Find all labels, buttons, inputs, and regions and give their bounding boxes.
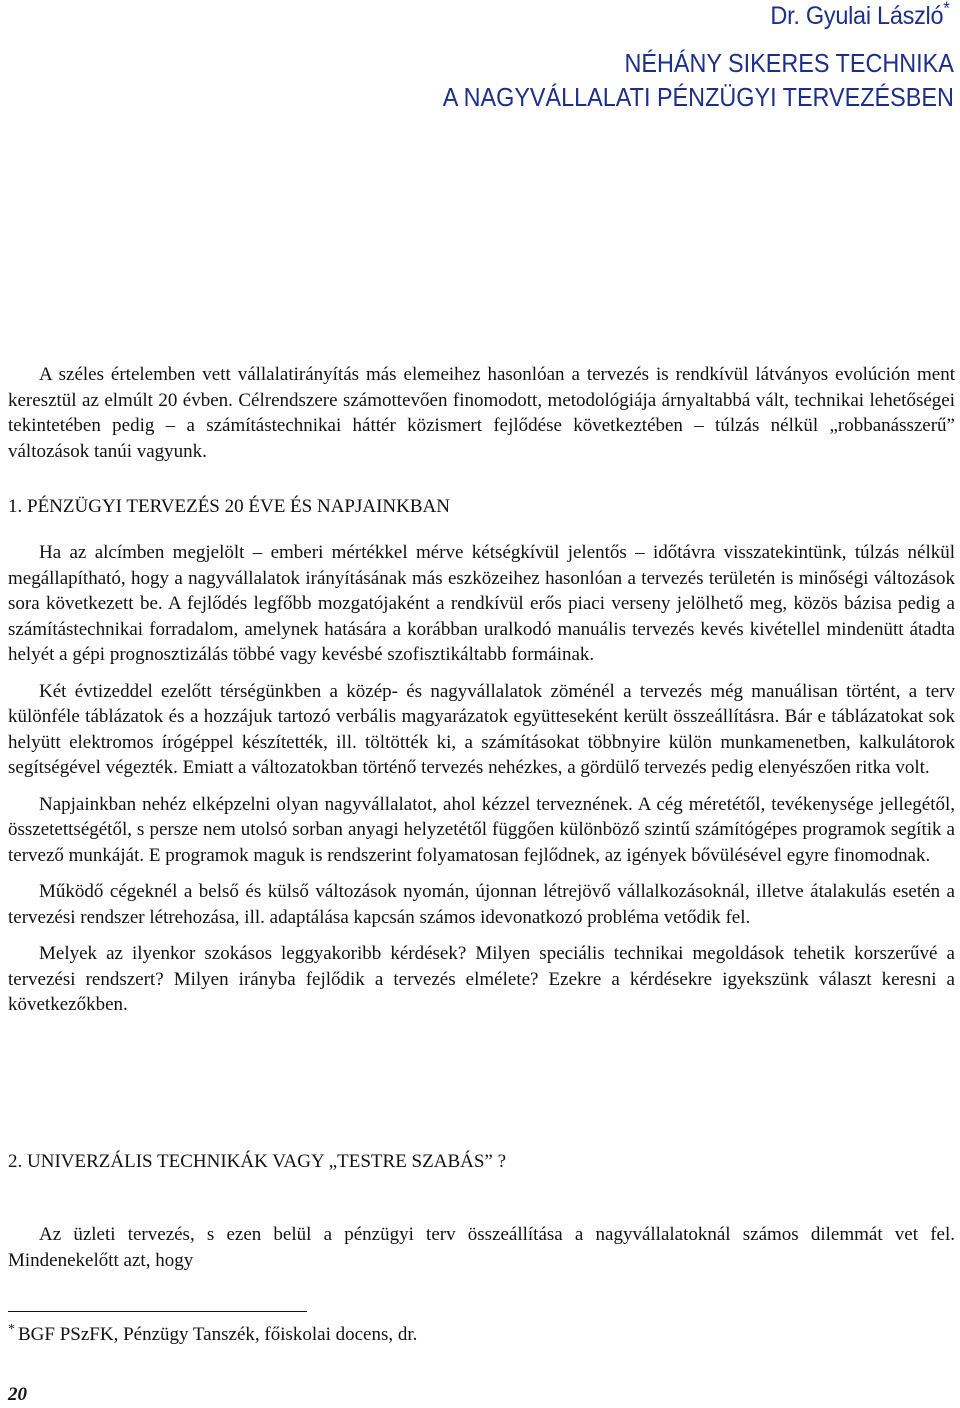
footnote — [8, 1321, 418, 1346]
footnote-mark: * — [8, 1321, 15, 1337]
author-name — [771, 2, 950, 31]
footnote-text: BGF PSzFK, Pénzügy Tanszék, főiskolai docens, dr. — [18, 1324, 418, 1345]
title-line-1: NÉHÁNY SIKERES TECHNIKA — [624, 48, 954, 78]
section-1-paragraph: Napjainkban nehéz elképzelni olyan nagyvállalatot, ahol kézzel terveznének. A cég méretétől, tevékenysége jellegétől, összetettségétől, s persze nem utolsó sorban anyagi helyzetétől függően különböző szintű számítógépes programok segítik a tervező munkáját. E programok maguk is rendszerint folyamatosan fejlődnek, az igények bővülésével egyre finomodnak. — [8, 793, 955, 866]
footnote-divider — [8, 1311, 307, 1312]
article-title — [443, 46, 954, 114]
section-1-paragraph: Melyek az ilyenkor szokásos leggyakoribb kérdések? Milyen speciális technikai megoldások tehetik korszerűvé a tervezési rendszert? Milyen irányba fejlődik a tervezés elmélete? Ezekre a kérdésekre igyekszünk választ keresni a következőkben. — [8, 943, 955, 1015]
section-1-paragraph: Két évtizeddel ezelőtt térségünkben a közép- és nagyvállalatok zöménél a tervezés még manuálisan történt, a terv különféle táblázatok és a hozzájuk tartozó verbális magyarázatok együtteseként került összeállításra. Bár e táblázatokat sok helyütt elektromos írógéppel készítették, ill. töltötték ki, a számításokat többnyire külön munkamenetben, kalkulátorok segítségével végezték. Emiatt a változatokban történő tervezés nehézkes, a gördülő tervezés pedig elenyészően ritka volt. — [8, 680, 955, 778]
section-2-heading: 2. UNIVERZÁLIS TECHNIKÁK VAGY „TESTRE SZABÁS” ? — [8, 1151, 507, 1172]
author-footnote-mark: * — [943, 0, 950, 19]
title-line-2: A NAGYVÁLLALATI PÉNZÜGYI TERVEZÉSBEN — [442, 82, 954, 112]
section-1-heading: 1. PÉNZÜGYI TERVEZÉS 20 ÉVE ÉS NAPJAINKBAN — [8, 496, 450, 517]
page-number: 20 — [8, 1384, 27, 1405]
section-2-body — [8, 1222, 955, 1273]
section-1-paragraph: Működő cégeknél a belső és külső változások nyomán, újonnan létrejövő vállalkozásoknál, illetve átalakulás esetén a tervezési rendszer létrehozása, ill. adaptálása kapcsán számos idevonatkozó probléma vetődik fel. — [8, 881, 955, 928]
intro-section — [8, 362, 955, 464]
intro-paragraph: A széles értelemben vett vállalatirányítás más elemeihez hasonlóan a tervezés is rendkívül látványos evolúción ment keresztül az elmúlt 20 évben. Célrendszere számottevően finomodott, metodológiája árnyaltabbá vált, technikai lehetőségei tekintetében pedig – a számítástechnikai háttér közismert fejlődése következtében – túlzás nélkül „robbanásszerű” változások tanúi vagyunk. — [8, 364, 955, 462]
author-name-text: Dr. Gyulai László — [770, 2, 944, 30]
section-1-paragraph: Ha az alcímben megjelölt – emberi mértékkel mérve kétségkívül jelentős – időtávra visszatekintünk, túlzás nélkül megállapítható, hogy a nagyvállalatok irányításának más eszközeihez hasonlóan a tervezés területén is minőségi változások sora következett be. A fejlődés legfőbb mozgatójaként a rendkívül erős piaci verseny jelölhető meg, közös bázisa pedig a számítástechnikai forradalom, amelynek hatására a korábban uralkodó manuális tervezés kevés kivétellel mindenütt átadta helyét a gépi prognosztizálás többé vagy kevésbé szofisztikáltabb formáinak. — [8, 542, 955, 665]
section-1-body — [8, 540, 955, 1018]
section-2-paragraph: Az üzleti tervezés, s ezen belül a pénzügyi terv összeállítása a nagyvállalatoknál számos dilemmát vet fel. Mindenekelőtt azt, hogy — [8, 1224, 955, 1271]
